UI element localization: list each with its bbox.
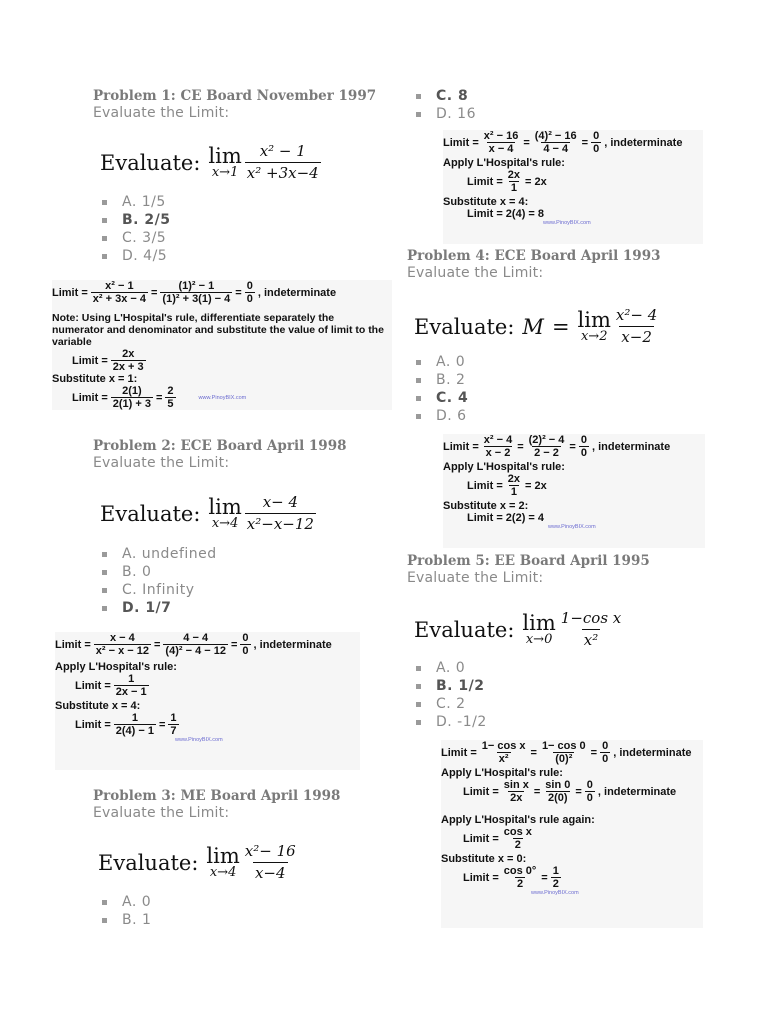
problem-4-subtitle: Evaluate the Limit: [407, 265, 544, 281]
problem-2-expression: Evaluate: lim x→4 $\frac{x- 4}{\text{x²−x−12}}$ [100, 493, 314, 533]
problem-4-solution: Limit = $\frac{\text{x² − 4}}{x - 2}$ = $\frac{\text{(2)² − 4}}{2 - 2}$ = $\frac{0}{0}$ , indeterminate Apply L'Hospital's rule: Limit = $\frac{2x}{1}$ = 2x Substitute x = 2: Limit = 2(2) = 4 www.PinoyBIX.com [443, 434, 705, 548]
problem-5-options [414, 659, 487, 731]
option-d[interactable]: D. 4/5 [100, 247, 170, 265]
problem-5-expression: Evaluate: lim x→0 $\frac{\text{1−cos x}}{\text{x²}}$ [414, 609, 622, 649]
problem-3-subtitle: Evaluate the Limit: [93, 805, 230, 821]
option-c[interactable]: C. 3/5 [100, 229, 170, 247]
problem-1-title: Problem 1: CE Board November 1997 [93, 88, 377, 104]
bullet-icon [416, 112, 421, 117]
bullet-icon [416, 666, 421, 671]
bullet-icon [102, 918, 107, 923]
option-b[interactable]: B. 0 [100, 563, 217, 581]
numerator: x² − 1 [259, 142, 306, 160]
problem-4-options [414, 353, 468, 425]
problem-1-subtitle: Evaluate the Limit: [93, 105, 230, 121]
bullet-icon [416, 414, 421, 419]
problem-2-subtitle: Evaluate the Limit: [93, 455, 230, 471]
limit-operator: lim x→0 [522, 610, 556, 647]
bullet-icon [416, 378, 421, 383]
bullet-icon [416, 720, 421, 725]
watermark: www.PinoyBIX.com [543, 220, 591, 226]
bullet-icon [416, 360, 421, 365]
watermark: www.PinoyBIX.com [531, 890, 579, 896]
evaluate-label: Evaluate: [100, 150, 201, 175]
bullet-icon [102, 218, 107, 223]
problem-3-options-part1 [100, 893, 151, 929]
option-a[interactable]: A. 0 [100, 893, 151, 911]
limit-operator: lim x→4 [208, 494, 242, 531]
bullet-icon [102, 570, 107, 575]
problem-2-title: Problem 2: ECE Board April 1998 [93, 438, 347, 454]
option-c[interactable]: C. 4 [414, 389, 468, 407]
problem-1-solution: Limit = $\frac{\text{x² − 1}}{\text{x² + 3x − 4}}$ = $\frac{\text{(1)² − 1}}{\text{(1)² + 3(1) − 4}}$ = $\frac{0}{0}$ , indeterminate Note: Using L'Hospital's rule, differentiate separately the numerator and denominator and substitute the value of limit to the variable Limit = $\frac{2x}{2x + 3}$ Substitute x = 1: Limit = $\frac{2(1)}{2(1) + 3}$ = $\frac{2}{5}$ www.PinoyBIX.com [52, 280, 392, 410]
bullet-icon [102, 200, 107, 205]
limit-fraction: $\frac{\text{x²− 4}}{x-2}$ [615, 306, 658, 346]
option-b[interactable]: B. 1 [100, 911, 151, 929]
option-d[interactable]: D. 16 [414, 105, 476, 123]
bullet-icon [416, 684, 421, 689]
option-c[interactable]: C. 2 [414, 695, 487, 713]
bullet-icon [102, 606, 107, 611]
option-b[interactable]: B. 2 [414, 371, 468, 389]
limit-fraction: $\frac{\text{1−cos x}}{\text{x²}}$ [560, 609, 622, 649]
problem-2-solution: Limit = $\frac{x - 4}{\text{x² − x − 12}}$ = $\frac{4 - 4}{\text{(4)² − 4 − 12}}$ = $\frac{0}{0}$ , indeterminate Apply L'Hospital's rule: Limit = $\frac{1}{2x - 1}$ Substitute x = 4: Limit = $\frac{1}{2(4) - 1}$ = $\frac{1}{7}$ www.PinoyBIX.com [55, 632, 360, 770]
bullet-icon [102, 900, 107, 905]
limit-operator: lim x→2 [577, 307, 611, 344]
limit-fraction [245, 143, 321, 182]
option-a[interactable]: A. 0 [414, 353, 468, 371]
option-b[interactable]: B. 1/2 [414, 677, 487, 695]
variable-m: M [522, 314, 544, 339]
problem-1-expression [100, 143, 321, 182]
limit-fraction: $\frac{x- 4}{\text{x²−x−12}}$ [246, 493, 314, 533]
option-a[interactable]: A. undefined [100, 545, 217, 563]
problem-3-title: Problem 3: ME Board April 1998 [93, 788, 341, 804]
problem-3-options-part2 [414, 87, 476, 123]
bullet-icon [102, 236, 107, 241]
option-d[interactable]: D. 6 [414, 407, 468, 425]
option-d[interactable]: D. -1/2 [414, 713, 487, 731]
watermark: www.PinoyBIX.com [198, 394, 247, 401]
bullet-icon [416, 396, 421, 401]
problem-3-solution: Limit = $\frac{\text{x² − 16}}{x - 4}$ = $\frac{\text{(4)² − 16}}{4 - 4}$ = $\frac{0}{0}$ , indeterminate Apply L'Hospital's rule: Limit = $\frac{2x}{1}$ = 2x Substitute x = 4: Limit = 2(4) = 8 www.PinoyBIX.com [443, 130, 703, 244]
option-a[interactable]: A. 1/5 [100, 193, 170, 211]
bullet-icon [416, 702, 421, 707]
option-b[interactable]: B. 2/5 [100, 211, 170, 229]
limit-operator: lim x→4 [206, 843, 240, 880]
denominator: x² +3x−4 [246, 164, 319, 182]
limit-operator: lim x→1 [208, 143, 242, 180]
problem-4-expression: Evaluate: M = lim x→2 $\frac{\text{x²− 4}}{x-2}$ [414, 306, 658, 346]
problem-4-title: Problem 4: ECE Board April 1993 [407, 248, 661, 264]
option-d[interactable]: D. 1/7 [100, 599, 217, 617]
option-c[interactable]: C. 8 [414, 87, 476, 105]
watermark: www.PinoyBIX.com [548, 524, 596, 530]
problem-5-subtitle: Evaluate the Limit: [407, 570, 544, 586]
bullet-icon [102, 254, 107, 259]
limit-fraction: $\frac{\text{x²− 16}}{x-4}$ [244, 842, 296, 882]
bullet-icon [102, 588, 107, 593]
problem-2-options [100, 545, 217, 617]
problem-1-options [100, 193, 170, 265]
watermark: www.PinoyBIX.com [175, 737, 223, 743]
bullet-icon [416, 94, 421, 99]
option-a[interactable]: A. 0 [414, 659, 487, 677]
option-c[interactable]: C. Infinity [100, 581, 217, 599]
bullet-icon [102, 552, 107, 557]
problem-5-solution: Limit = $\frac{\text{1− cos x}}{\text{x²}}$ = $\frac{1- \cos 0}{\text{(0)²}}$ = $\frac{0}{0}$ , indeterminate Apply L'Hospital's rule: Limit = $\frac{\text{sin x}}{2x}$ = $\frac{\sin 0}{2(0)}$ = $\frac{0}{0}$ , indeterminate Apply L'Hospital's rule again: Limit = $\frac{\text{cos x}}{2}$ Substitute x = 0: Limit = $\frac{\cos 0^\circ}{2}$ = $\frac{1}{2}$ www.PinoyBIX.com [441, 740, 703, 928]
problem-5-title: Problem 5: EE Board April 1995 [407, 553, 650, 569]
problem-3-expression: Evaluate: lim x→4 $\frac{\text{x²− 16}}{x-4}$ [98, 842, 296, 882]
